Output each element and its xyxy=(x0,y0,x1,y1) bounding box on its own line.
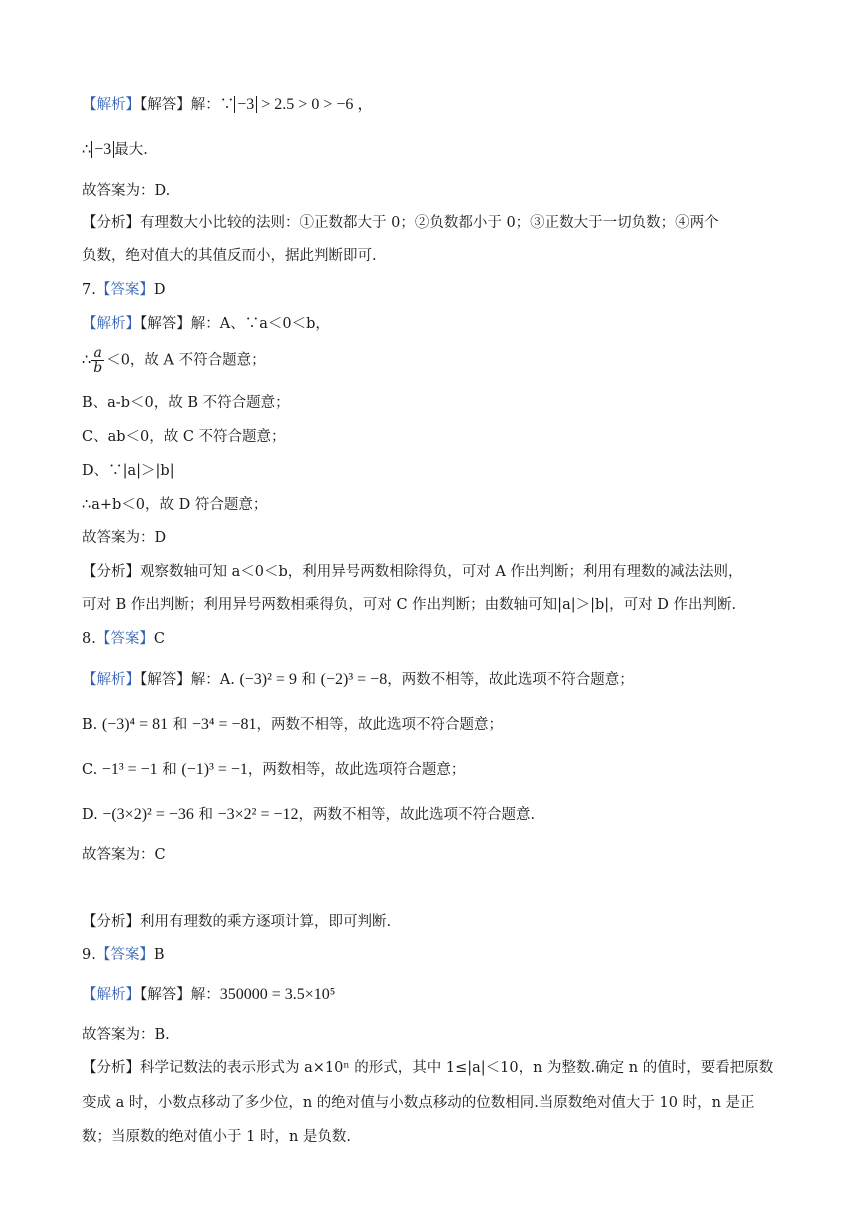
answer-tag: 【答案】 xyxy=(95,947,154,963)
line-25: 故答案为：B. xyxy=(82,1027,170,1043)
numerator: a xyxy=(91,346,104,361)
conjunction: 和 xyxy=(157,762,182,778)
therefore-symbol: ∴ xyxy=(82,352,92,369)
line-7-text: 【解答】解：A、∵a＜0＜b， xyxy=(140,316,330,332)
line-7 xyxy=(82,314,330,334)
question-number: 8. xyxy=(82,631,96,647)
line-19 xyxy=(82,760,465,780)
math-expr: (−2)³ = −8 xyxy=(320,671,388,688)
analysis-tag: 【解析】 xyxy=(82,97,140,113)
line-26: 【分析】科学记数法的表示形式为 a×10ⁿ 的形式，其中 1≤|a|＜10，n 为整数.确定 n 的值时，要看把原数 xyxy=(82,1060,774,1076)
answer-tag: 【答案】 xyxy=(95,282,154,298)
line-24-text: 【解答】解： xyxy=(140,987,220,1003)
line-20 xyxy=(82,805,535,825)
abs-value: −3 xyxy=(234,96,257,113)
math-expr: (−1)³ = −1 xyxy=(181,761,248,778)
math-expr: −1³ = −1 xyxy=(101,761,158,778)
answer-letter: D xyxy=(153,282,166,298)
line-13: 故答案为：D xyxy=(82,530,167,546)
line-17 xyxy=(82,670,634,690)
option-label: D. xyxy=(82,807,103,823)
line-4: 【分析】有理数大小比较的法则：①正数都大于 0；②负数都小于 0；③正数大于一切负数；④两个 xyxy=(82,215,719,231)
line-22: 【分析】利用有理数的乘方逐项计算，即可判断. xyxy=(82,914,392,930)
math-expr: −3×2² = −12 xyxy=(217,806,299,823)
option-text: ，两数不相等，故此选项不符合题意； xyxy=(387,672,634,688)
abs-value: −3 xyxy=(91,141,114,158)
conjunction: 和 xyxy=(193,807,218,823)
line-1 xyxy=(82,95,373,115)
math-expr: −(3×2)² = −36 xyxy=(102,806,194,823)
conjunction: 和 xyxy=(296,672,321,688)
line-9: B、a-b＜0，故 B 不符合题意； xyxy=(82,395,290,411)
answer-letter: C xyxy=(153,631,165,647)
line-2 xyxy=(82,140,148,160)
question-8-answer xyxy=(82,629,165,649)
inequality: > 2.5 > 0 > −6 ， xyxy=(257,96,374,113)
question-9-answer xyxy=(82,945,165,965)
line-21: 故答案为：C xyxy=(82,847,166,863)
option-text: ，两数相等，故此选项符合题意； xyxy=(247,762,466,778)
line-11: D、∵|a|＞|b| xyxy=(82,463,175,479)
option-text: ，两数不相等，故此选项不符合题意. xyxy=(298,807,536,823)
line-1-text: 【解答】解：∵ xyxy=(140,97,235,113)
question-number: 7. xyxy=(82,282,96,298)
line-14: 【分析】观察数轴可知 a＜0＜b，利用异号两数相除得负，可对 A 作出判断；利用有理数的减法法则， xyxy=(82,564,743,580)
line-27: 变成 a 时，小数点移动了多少位，n 的绝对值与小数点移动的位数相同.当原数绝对值大于 10 时，n 是正 xyxy=(82,1095,755,1111)
math-expr: (−3)⁴ = 81 xyxy=(101,716,169,733)
option-text: ，两数不相等，故此选项不符合题意； xyxy=(256,717,504,733)
line-24 xyxy=(82,985,335,1005)
therefore-symbol: ∴ xyxy=(82,142,92,158)
analysis-tag: 【解析】 xyxy=(82,672,140,688)
line-15: 可对 B 作出判断；利用异号两数相乘得负，可对 C 作出判断；由数轴可知|a|＞|b|，可对 D 作出判断. xyxy=(82,597,737,613)
line-18 xyxy=(82,715,503,735)
line-8-text: ＜0，故 A 不符合题意； xyxy=(106,352,266,369)
line-8 xyxy=(82,346,266,375)
option-label: 【解答】解：A. xyxy=(140,672,240,688)
line-28: 数；当原数的绝对值小于 1 时，n 是负数. xyxy=(82,1129,351,1145)
denominator: b xyxy=(93,360,103,376)
line-12: ∴a+b＜0，故 D 符合题意； xyxy=(82,497,268,513)
fraction-a-over-b xyxy=(91,346,104,375)
question-7-answer xyxy=(82,280,165,300)
analysis-tag: 【解析】 xyxy=(82,987,140,1003)
line-3: 故答案为：D. xyxy=(82,183,171,199)
option-label: C. xyxy=(82,762,102,778)
line-2-text: 最大. xyxy=(114,142,148,158)
analysis-tag: 【解析】 xyxy=(82,316,140,332)
math-expr: −3⁴ = −81 xyxy=(191,716,257,733)
line-10: C、ab＜0，故 C 不符合题意； xyxy=(82,429,286,445)
answer-tag: 【答案】 xyxy=(95,631,154,647)
line-5: 负数，绝对值大的其值反而小，据此判断即可. xyxy=(82,248,377,264)
math-expr: (−3)² = 9 xyxy=(239,671,297,688)
question-number: 9. xyxy=(82,947,96,963)
option-label: B. xyxy=(82,717,102,733)
answer-letter: B xyxy=(153,947,165,963)
math-expr: 350000 = 3.5×10⁵ xyxy=(219,986,336,1003)
conjunction: 和 xyxy=(168,717,192,733)
